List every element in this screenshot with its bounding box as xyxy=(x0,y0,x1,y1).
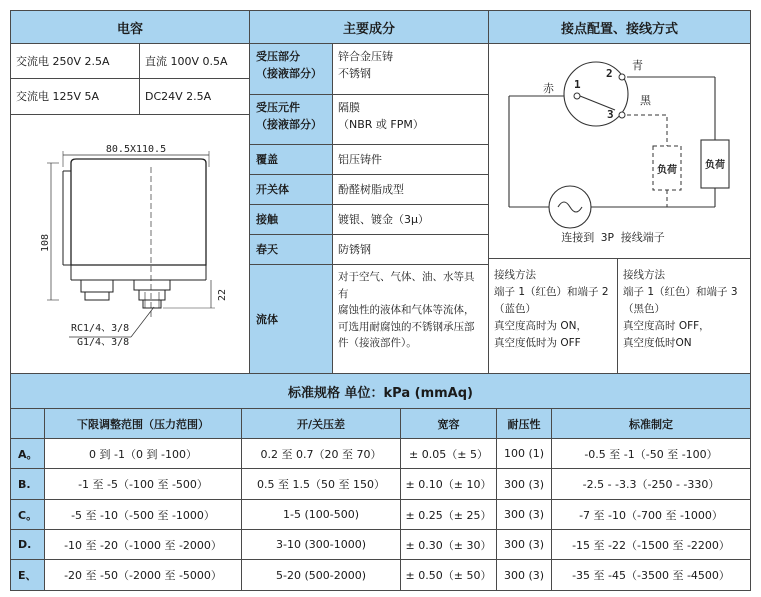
spec-col-tol xyxy=(400,408,497,439)
dim-right-label: 22 xyxy=(217,288,228,302)
material-label-contact xyxy=(249,204,333,235)
wiring-diagram xyxy=(489,44,750,258)
capacity-dc24 xyxy=(139,78,250,115)
spec-cell-text: ± 0.10（± 10） xyxy=(405,478,492,491)
spec-col-diff-text: 开/关压差 xyxy=(296,417,346,431)
spec-cell-diff xyxy=(241,499,401,530)
wiring-method-2-text: 接线方法 端子 1（红色）和端子 3（黑色） 真空度高时 OFF， 真空度低时ON xyxy=(623,269,738,349)
spec-col-std xyxy=(551,408,751,439)
material-value-spring xyxy=(332,234,489,265)
spec-cell-text: 5-20 (500-2000) xyxy=(275,568,366,582)
spec-col-press-text: 耐压性 xyxy=(507,417,541,431)
wiring-caption: 连接到 3P 接线端子 xyxy=(561,231,665,244)
spec-row-id xyxy=(10,529,45,560)
capacity-dc100-text: 直流 100V 0.5A xyxy=(145,54,228,68)
spec-header xyxy=(10,373,751,409)
material-value-4: 镀银、镀金（3μ） xyxy=(338,213,429,226)
dim-top-label: 80.5X110.5 xyxy=(105,144,167,155)
spec-cell-range xyxy=(44,559,242,591)
material-label-1: 受压元件 （接液部分） xyxy=(256,101,322,131)
spec-cell-text: -10 至 -20（-1000 至 -2000） xyxy=(64,538,222,552)
spec-row-id-text: D. xyxy=(18,538,32,551)
dim-left-label: 108 xyxy=(40,233,51,253)
material-value-pressure-part xyxy=(332,43,489,95)
spec-cell-press xyxy=(496,499,552,530)
spec-cell-range xyxy=(44,468,242,500)
thread-label-g: G1/4、3/8 xyxy=(77,337,130,348)
spec-cell-range xyxy=(44,529,242,560)
capacity-dc100 xyxy=(139,43,250,79)
load-label-right: 负荷 xyxy=(705,160,725,171)
spec-cell-text: 0.5 至 1.5（50 至 150） xyxy=(257,478,385,491)
spec-cell-text: -1 至 -5（-100 至 -500） xyxy=(78,478,208,491)
material-label-4: 接触 xyxy=(256,213,278,226)
spec-cell-press xyxy=(496,559,552,591)
spec-row-id-text: C。 xyxy=(18,508,38,522)
wire-blue-label: 青 xyxy=(632,59,643,72)
spec-cell-text: ± 0.50（± 50） xyxy=(405,569,492,582)
spec-title: 标准规格 单位：kPa (mmAq) xyxy=(288,385,473,401)
spec-row-id-text: A。 xyxy=(18,447,38,461)
materials-title: 主要成分 xyxy=(342,21,395,37)
spec-cell-press xyxy=(496,529,552,560)
wiring-diagram-panel xyxy=(488,43,751,259)
material-label-fluid xyxy=(249,264,333,374)
spec-cell-text: -5 至 -10（-500 至 -1000） xyxy=(71,508,215,522)
spec-cell-text: 3-10 (300-1000) xyxy=(275,538,366,551)
capacity-dc24-text: DC24V 2.5A xyxy=(145,90,212,103)
wiring-title: 接点配置、接线方式 xyxy=(560,21,678,37)
spec-cell-text: 300 (3) xyxy=(503,477,545,491)
spec-cell-text: ± 0.30（± 30） xyxy=(405,538,492,552)
load-label-left: 负荷 xyxy=(657,165,677,176)
capacity-ac125 xyxy=(10,78,140,115)
spec-cell-press xyxy=(496,438,552,469)
spec-cell-std xyxy=(551,438,751,469)
material-value-3: 酚醛树脂成型 xyxy=(338,183,404,196)
wiring-method-1 xyxy=(488,258,618,374)
material-label-0: 受压部分 （接液部分） xyxy=(256,50,322,80)
capacity-header xyxy=(10,10,250,44)
material-value-cover xyxy=(332,144,489,175)
spec-cell-tol xyxy=(400,438,497,469)
material-value-pressure-element xyxy=(332,94,489,145)
spec-cell-tol xyxy=(400,529,497,560)
spec-cell-std xyxy=(551,499,751,530)
spec-cell-tol xyxy=(400,559,497,591)
spec-cell-std xyxy=(551,559,751,591)
spec-col-id xyxy=(10,408,45,439)
spec-row-id-text: B. xyxy=(18,477,31,491)
material-label-pressure-element xyxy=(249,94,333,145)
spec-row-id xyxy=(10,438,45,469)
spec-col-tol-text: 宽容 xyxy=(437,417,460,431)
spec-cell-tol xyxy=(400,468,497,500)
dimension-drawing xyxy=(11,115,249,373)
spec-cell-text: -7 至 -10（-700 至 -1000） xyxy=(579,508,723,522)
material-label-5: 春天 xyxy=(256,243,278,256)
material-label-cover xyxy=(249,144,333,175)
spec-cell-text: 0.2 至 0.7（20 至 70） xyxy=(260,447,382,461)
spec-cell-text: -0.5 至 -1（-50 至 -100） xyxy=(584,447,718,461)
material-label-pressure-part xyxy=(249,43,333,95)
material-value-1: 隔膜 （NBR 或 FPM） xyxy=(338,101,424,131)
wire-red-label: 赤 xyxy=(543,82,554,95)
capacity-title: 电容 xyxy=(116,21,143,37)
spec-col-range-text: 下限调整范围（压力范围） xyxy=(77,417,209,431)
material-label-6: 流体 xyxy=(256,312,278,326)
spec-cell-press xyxy=(496,468,552,500)
material-label-2: 覆盖 xyxy=(256,153,278,166)
spec-cell-text: 300 (3) xyxy=(503,508,545,521)
spec-row-id-text: E、 xyxy=(18,569,37,582)
material-value-switch-body xyxy=(332,174,489,205)
spec-cell-diff xyxy=(241,559,401,591)
spec-cell-text: 1-5 (100-500) xyxy=(282,508,359,521)
spec-cell-range xyxy=(44,499,242,530)
materials-header xyxy=(249,10,489,44)
terminal-3-label: 3 xyxy=(607,108,614,121)
spec-row-id xyxy=(10,559,45,591)
spec-cell-tol xyxy=(400,499,497,530)
spec-cell-text: -15 至 -22（-1500 至 -2200） xyxy=(572,538,730,552)
thread-label-rc: RC1/4、3/8 xyxy=(71,323,130,334)
spec-cell-text: -20 至 -50（-2000 至 -5000） xyxy=(64,569,222,582)
capacity-ac125-text: 交流电 125V 5A xyxy=(16,90,100,103)
capacity-ac250-text: 交流电 250V 2.5A xyxy=(16,54,110,68)
spec-cell-diff xyxy=(241,468,401,500)
wiring-method-2 xyxy=(617,258,751,374)
spec-cell-text: 0 到 -1（0 到 -100） xyxy=(89,447,197,461)
terminal-1-label: 1 xyxy=(574,78,581,91)
spec-col-std-text: 标准制定 xyxy=(629,417,673,431)
wiring-method-1-text: 接线方法 端子 1（红色）和端子 2（蓝色） 真空度高时为 ON， 真空度低时为 OFF xyxy=(494,269,609,349)
spec-row-id xyxy=(10,468,45,500)
material-value-5: 防锈钢 xyxy=(338,243,371,256)
spec-col-diff xyxy=(241,408,401,439)
material-label-3: 开关体 xyxy=(256,183,289,196)
spec-cell-text: -35 至 -45（-3500 至 -4500） xyxy=(572,569,730,582)
spec-cell-text: 300 (3) xyxy=(503,538,545,551)
material-label-switch-body xyxy=(249,174,333,205)
spec-cell-text: ± 0.05（± 5） xyxy=(409,447,488,461)
material-value-contact xyxy=(332,204,489,235)
spec-cell-text: 300 (3) xyxy=(503,568,545,582)
spec-cell-text: 100 (1) xyxy=(503,447,545,460)
spec-cell-range xyxy=(44,438,242,469)
spec-col-press xyxy=(496,408,552,439)
terminal-2-label: 2 xyxy=(606,67,613,80)
material-value-fluid xyxy=(332,264,489,374)
material-label-spring xyxy=(249,234,333,265)
material-value-6: 对于空气、气体、油、水等具有 腐蚀性的液体和气体等流体，可选用耐腐蚀的不锈钢承压部件（接液部件）。 xyxy=(338,271,475,349)
spec-cell-diff xyxy=(241,438,401,469)
wiring-header xyxy=(488,10,751,44)
spec-cell-std xyxy=(551,529,751,560)
spec-row-id xyxy=(10,499,45,530)
wire-black-label: 黑 xyxy=(640,94,651,107)
material-value-0: 锌合金压铸 不锈钢 xyxy=(338,50,393,80)
spec-cell-text: ± 0.25（± 25） xyxy=(405,508,492,522)
spec-cell-std xyxy=(551,468,751,500)
dimension-drawing-panel xyxy=(10,114,250,374)
capacity-ac250 xyxy=(10,43,140,79)
material-value-2: 铝压铸件 xyxy=(338,153,382,166)
spec-col-range xyxy=(44,408,242,439)
spec-cell-text: -2.5 - -3.3（-250 - -330） xyxy=(582,478,720,491)
spec-cell-diff xyxy=(241,529,401,560)
